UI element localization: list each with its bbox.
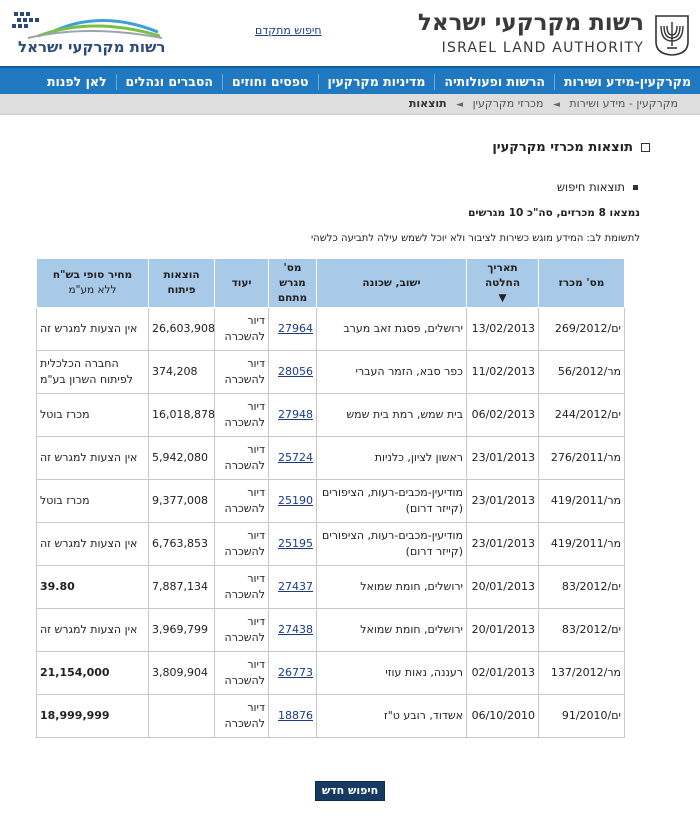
cell-date: 11/02/2013 <box>467 351 539 394</box>
cell-date: 20/01/2013 <box>467 566 539 609</box>
cell-purpose: דיור להשכרה <box>215 566 269 609</box>
cell-price: מכרז בוטל <box>37 394 149 437</box>
col-header-price-label: מחיר סופי בש"ח <box>52 269 133 281</box>
table-row <box>37 523 625 566</box>
breadcrumb-separator-icon: ◄ <box>552 100 560 110</box>
cell-price: אין הצעות למגרש זה <box>37 609 149 652</box>
bullet-icon <box>633 185 638 190</box>
square-bullet-icon <box>641 143 650 152</box>
cell-date: 23/01/2013 <box>467 523 539 566</box>
nav-divider <box>116 74 117 90</box>
cell-plot <box>269 394 317 437</box>
breadcrumb-item-results: תוצאות <box>408 97 447 110</box>
cell-purpose: דיור להשכרה <box>215 523 269 566</box>
cell-tender: מר/137/2012 <box>539 652 625 695</box>
plot-link[interactable]: 26773 <box>278 666 313 679</box>
cell-plot <box>269 480 317 523</box>
page-title <box>492 140 650 155</box>
advanced-search-link[interactable]: חיפוש מתקדם <box>255 24 322 37</box>
cell-location: בית שמש, רמת בית שמש <box>317 394 467 437</box>
cell-plot <box>269 652 317 695</box>
logo-text: רשות מקרקעי ישראל <box>18 38 166 56</box>
cell-price: אין הצעות למגרש זה <box>37 437 149 480</box>
cell-costs: 3,969,799 <box>149 609 215 652</box>
cell-tender: מר/276/2011 <box>539 437 625 480</box>
col-header-purpose: יעוד <box>215 259 269 308</box>
cell-plot <box>269 523 317 566</box>
nav-divider <box>318 74 319 90</box>
cell-tender: ים/269/2012 <box>539 308 625 351</box>
cell-costs: 9,377,008 <box>149 480 215 523</box>
col-header-date-label: תאריך החלטה <box>484 261 521 289</box>
col-header-date[interactable] <box>467 259 539 308</box>
cell-date: 23/01/2013 <box>467 480 539 523</box>
plot-link[interactable]: 25724 <box>278 451 313 464</box>
table-row <box>37 652 625 695</box>
cell-plot <box>269 609 317 652</box>
cell-price: מכרז בוטל <box>37 480 149 523</box>
cell-plot <box>269 695 317 738</box>
plot-link[interactable]: 27437 <box>278 580 313 593</box>
cell-purpose: דיור להשכרה <box>215 308 269 351</box>
cell-date: 06/10/2010 <box>467 695 539 738</box>
nav-item-forms[interactable]: טפסים וחוזים <box>232 74 309 89</box>
cell-location: ראשון לציון, כלניות <box>317 437 467 480</box>
cell-plot <box>269 351 317 394</box>
cell-location: מודיעין-מכבים-רעות, הציפורים (קייזר דרום) <box>317 523 467 566</box>
cell-purpose: דיור להשכרה <box>215 437 269 480</box>
cell-location: ירושלים, חומת שמואל <box>317 609 467 652</box>
nav-item-contact[interactable]: לאן לפנות <box>46 74 107 89</box>
table-row <box>37 437 625 480</box>
cell-tender: מר/419/2011 <box>539 480 625 523</box>
cell-purpose: דיור להשכרה <box>215 394 269 437</box>
cell-costs: 16,018,878 <box>149 394 215 437</box>
table-row <box>37 695 625 738</box>
cell-location: רעננה, נאות עוזי <box>317 652 467 695</box>
cell-date: 02/01/2013 <box>467 652 539 695</box>
results-body <box>37 308 625 738</box>
cell-tender: מר/56/2012 <box>539 351 625 394</box>
new-search-button[interactable]: חיפוש חדש <box>315 781 385 801</box>
cell-purpose: דיור להשכרה <box>215 480 269 523</box>
main-nav <box>0 66 700 96</box>
cell-tender: ים/83/2012 <box>539 566 625 609</box>
cell-price: החברה הכלכלית לפיתוח השרון בע"מ <box>37 351 149 394</box>
nav-item-authority[interactable]: הרשות ופעולותיה <box>444 74 545 89</box>
cell-price: 39.80 <box>37 566 149 609</box>
cell-costs: 374,208 <box>149 351 215 394</box>
breadcrumb-item-land-info[interactable]: מקרקעין - מידע ושירות <box>569 97 678 110</box>
breadcrumb-item-tenders[interactable]: מכרזי מקרקעין <box>472 97 544 110</box>
table-row <box>37 566 625 609</box>
plot-link[interactable]: 27438 <box>278 623 313 636</box>
table-row <box>37 394 625 437</box>
cell-location: מודיעין-מכבים-רעות, הציפורים (קייזר דרום) <box>317 480 467 523</box>
cell-date: 13/02/2013 <box>467 308 539 351</box>
cell-price: 18,999,999 <box>37 695 149 738</box>
plot-link[interactable]: 28056 <box>278 365 313 378</box>
cell-costs: 26,603,908 <box>149 308 215 351</box>
nav-item-explanations[interactable]: הסברים ונהלים <box>125 74 213 89</box>
cell-date: 06/02/2013 <box>467 394 539 437</box>
cell-location: ירושלים, חומת שמואל <box>317 566 467 609</box>
section-subtitle-text: תוצאות חיפוש <box>556 180 625 194</box>
col-header-tender: מס' מכרז <box>539 259 625 308</box>
col-header-price-sub: ללא מע"מ <box>68 284 117 296</box>
cell-date: 23/01/2013 <box>467 437 539 480</box>
breadcrumb <box>0 94 700 115</box>
nav-divider <box>434 74 435 90</box>
page-title-text: תוצאות מכרזי מקרקעין <box>492 140 633 155</box>
org-name-english: ISRAEL LAND AUTHORITY <box>441 40 644 56</box>
cell-tender: מר/419/2011 <box>539 523 625 566</box>
cell-purpose: דיור להשכרה <box>215 695 269 738</box>
cell-price: אין הצעות למגרש זה <box>37 523 149 566</box>
cell-purpose: דיור להשכרה <box>215 609 269 652</box>
table-header-row <box>37 259 625 308</box>
breadcrumb-separator-icon: ◄ <box>456 100 464 110</box>
cell-tender: ים/244/2012 <box>539 394 625 437</box>
plot-link[interactable]: 27964 <box>278 322 313 335</box>
cell-price: אין הצעות למגרש זה <box>37 308 149 351</box>
nav-item-policy[interactable]: מדיניות מקרקעין <box>327 74 426 89</box>
table-row <box>37 308 625 351</box>
cell-tender: ים/91/2010 <box>539 695 625 738</box>
col-header-location: ישוב, שכונה <box>317 259 467 308</box>
plot-link[interactable]: 27948 <box>278 408 313 421</box>
cell-location: כפר סבא, הזמר העברי <box>317 351 467 394</box>
section-subtitle <box>557 180 638 194</box>
cell-plot <box>269 437 317 480</box>
col-header-price <box>37 259 149 308</box>
org-name-hebrew: רשות מקרקעי ישראל <box>417 10 644 36</box>
cell-date: 20/01/2013 <box>467 609 539 652</box>
plot-link[interactable]: 25195 <box>278 537 313 550</box>
plot-link[interactable]: 25190 <box>278 494 313 507</box>
menorah-emblem-icon <box>654 14 690 56</box>
cell-location: ירושלים, פסגת זאב מערב <box>317 308 467 351</box>
plot-link[interactable]: 18876 <box>278 709 313 722</box>
cell-price: 21,154,000 <box>37 652 149 695</box>
nav-item-land-info[interactable]: מקרקעין-מידע ושירות <box>563 74 691 89</box>
table-row <box>37 609 625 652</box>
sort-down-icon[interactable]: ▼ <box>498 291 507 304</box>
cell-costs: 7,887,134 <box>149 566 215 609</box>
cell-plot <box>269 308 317 351</box>
results-count: נמצאו 8 מכרזים, סה"כ 10 מגרשים <box>468 207 640 219</box>
cell-costs: 3,809,904 <box>149 652 215 695</box>
col-header-costs: הוצאות פיתוח <box>149 259 215 308</box>
disclaimer-note: לתשומת לב: המידע מוגש כשירות לציבור ולא יוכל לשמש עילה לתביעה כלשהי <box>310 233 640 244</box>
table-row <box>37 480 625 523</box>
cell-costs: 5,942,080 <box>149 437 215 480</box>
cell-tender: ים/83/2012 <box>539 609 625 652</box>
nav-divider <box>222 74 223 90</box>
col-header-plot: מס' מגרש מתחם <box>269 259 317 308</box>
table-row <box>37 351 625 394</box>
cell-costs <box>149 695 215 738</box>
cell-location: אשדוד, רובע ט"ז <box>317 695 467 738</box>
site-header <box>0 0 700 66</box>
cell-plot <box>269 566 317 609</box>
cell-costs: 6,763,853 <box>149 523 215 566</box>
cell-purpose: דיור להשכרה <box>215 652 269 695</box>
results-table <box>36 258 625 738</box>
cell-purpose: דיור להשכרה <box>215 351 269 394</box>
nav-divider <box>554 74 555 90</box>
